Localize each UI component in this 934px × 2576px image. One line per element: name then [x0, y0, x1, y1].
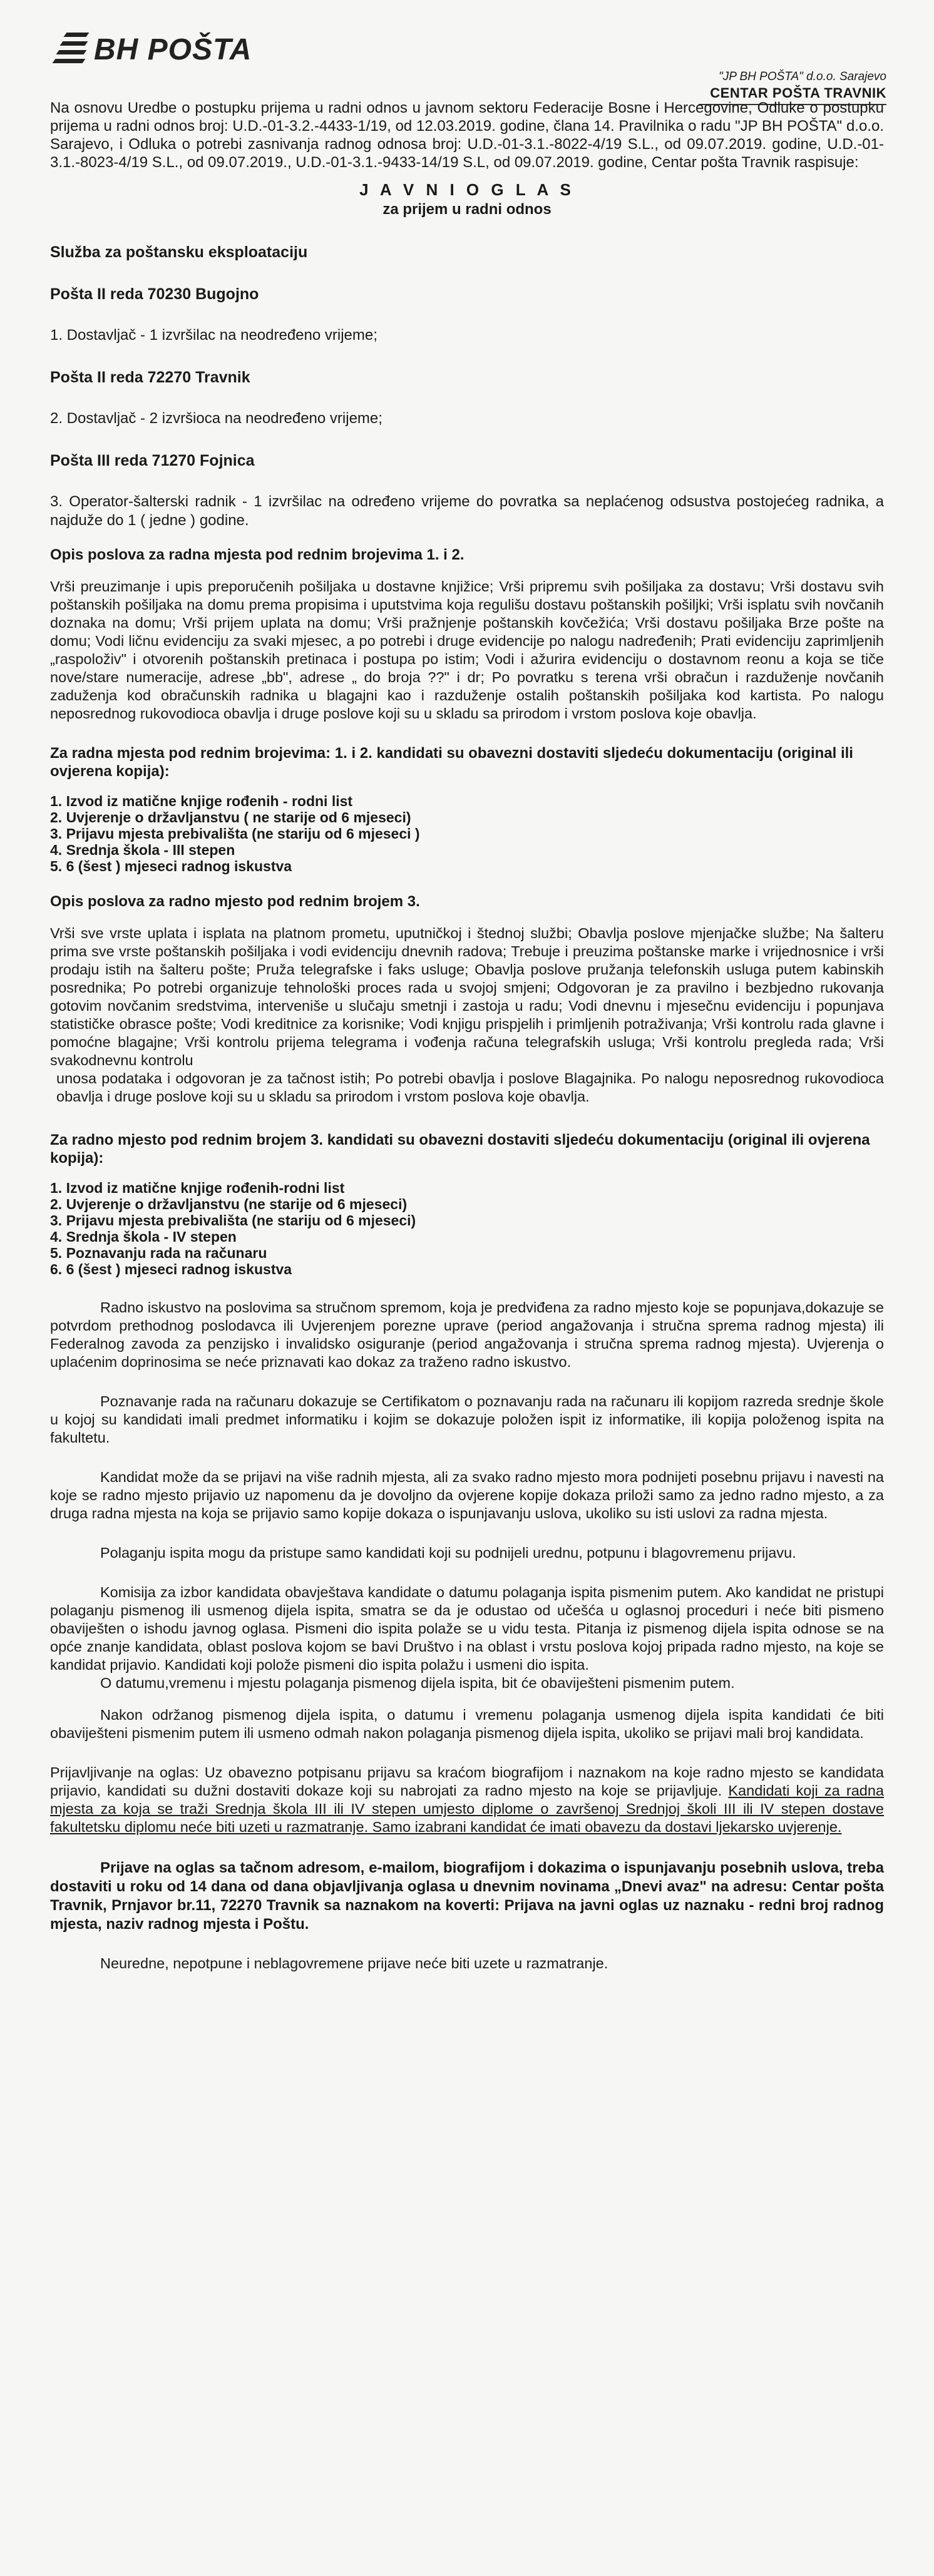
- post-name-1: Pošta II reda 70230 Bugojno: [50, 285, 259, 303]
- multiple-positions-paragraph: Kandidat može da se prijavi na više radnih mjesta, ali za svako radno mjesto mora podnijeti posebnu prijavu i navesti na koje se radno mjesto prijavio uz napomenu da je dovoljno da ovjerene kopije dokaza priloži samo za jedno radno mjesto, a za druga radna mjesta na koja se prijavio samo kopije dokaza o ispunjavanju uslova, ukoliko su isti uslovi za radna mjesta.: [50, 1469, 884, 1521]
- service-heading: Služba za poštansku eksploataciju: [50, 243, 308, 261]
- oral-exam-paragraph: Nakon održanog pismenog dijela ispita, o datumu i vremenu polaganja usmenog dijela ispita kandidati će biti obaviješteni pismenim putem ili usmeno odmah nakon polaganja pismenog dijela ispita, ukoliko se prijavi mali broj kandidata.: [50, 1707, 884, 1741]
- post-name-2: Pošta II reda 72270 Travnik: [50, 369, 250, 386]
- ad-subtitle: za prijem u radni odnos: [382, 201, 552, 218]
- job-description-1-2: Vrši preuzimanje i upis preporučenih pošiljaka u dostavne knjižice; Vrši pripremu svih pošiljaka za dostavu; Vrši dostavu svih poštanskih pošiljaka na domu prema propisima i uputstvima koja regulišu dostavu poštanskih pošiljki; Vrši isplatu svih novčanih doznaka na domu; Vrši prijem uplata na domu; Vrši pražnjenje poštanskih kovčežića; Vrši dostavu pošiljaka Brze pošte na domu; Vodi ličnu evidenciju za svaki mjesec, a po potrebi i druge evidencije po nalogu nadređenih; Prati evidenciju zaprimljenih „raspoloživ" i otvorenih poštanskih pretinaca i postupa po istim; Vodi i ažurira evidenciju o dostavnom reonu a koja se tiče nove/stare numeracije, adrese „bb", adrese „ do broja ??" i dr; Po povratku s terena vrši obračun i razduženje novčanih zaduženja kod obračunskih radnika u blagajni kao i razduženje ostalih poštanskih pošiljaka kod kartista. Po nalogu neposrednog rukovodioca obavlja i druge poslove koji su u skladu sa prirodom i vrstom poslova koje obavlja.: [50, 578, 884, 722]
- position-3: 3. Operator-šalterski radnik - 1 izvršilac na određeno vrijeme do povratka sa neplaćenog odsustva postojećeg radnika, a najduže do 1 ( jedne ) godine.: [50, 493, 884, 529]
- job-description-3-heading: Opis poslova za radno mjesto pod rednim brojem 3.: [50, 893, 420, 910]
- ad-title: J A V N I O G L A S: [359, 180, 575, 199]
- position-1: 1. Dostavljač - 1 izvršilac na neodređeno vrijeme;: [50, 327, 377, 344]
- company-name: "JP BH POŠTA" d.o.o. Sarajevo: [719, 70, 886, 83]
- application-underlined-note: Kandidati koji za radna mjesta za koja se traži Srednja škola III ili IV stepen umjesto diplome o završenoj Srednjoj školi III ili IV stepen dostave fakultetsku diplomu neće biti uzeti u razmatranje. Samo izabrani kandidat će imati obavezu da dostavi ljekarsko uvjerenje.: [50, 1782, 885, 1835]
- job-description-3-continued: unosa podataka i odgovoran je za tačnost istih; Po potrebi obavlja i poslove Blagajnika. Po nalogu neposrednog rukovodioca obavlja i druge poslove koji su u skladu sa prirodom i vrstom poslova koje obavlja.: [56, 1070, 884, 1105]
- list-item: 4. Srednja škola - III stepen: [50, 842, 235, 858]
- work-experience-paragraph: Radno iskustvo na poslovima sa stručnom spremom, koja je predviđena za radno mjesto koje se popunjava,dokazuje se potvrdom prethodnog poslodavca ili Uvjerenjem porezne uprave (period angažovanja i stručna sprema radnog mjesta) ili Federalnog zavoda za penzijsko i invalidsko osiguranje (period angažovanja i stručna sprema radnog mjesta). Uvjerenja o uplaćenim doprinosima se neće priznavati kao dokaz za traženo radno iskustvo.: [50, 1299, 884, 1370]
- list-item: 3. Prijavu mjesta prebivališta (ne stariju od 6 mjeseci ): [50, 825, 420, 842]
- requirements-1-2-heading: Za radna mjesta pod rednim brojevima: 1. i 2. kandidati su obavezni dostaviti sljedeću dokumentaciju (original ili ovjerena kopija):: [50, 745, 853, 780]
- list-item: 2. Uvjerenje o državljanstvu (ne starije od 6 mjeseci): [50, 1196, 408, 1212]
- submission-address-paragraph: Prijave na oglas sa tačnom adresom, e-mailom, biografijom i dokazima o ispunjavanju posebnih uslova, treba dostaviti u roku od 14 dana od dana objavljivanja oglasa u dnevnim novinama „Dnevi avaz" na adresu: Centar pošta Travnik, Prnjavor br.11, 72270 Travnik sa naznakom na koverti: Prijava na javni oglas uz naznaku - redni broj radnog mjesta, naziv radnog mjesta i Poštu.: [50, 1859, 884, 1933]
- job-description-3: Vrši sve vrste uplata i isplata na platnom prometu, uputničkoj i štednoj službi; Obavlja poslove mjenjačke službe; Na šalteru prima sve vrste poštanskih pošiljaka i vodi evidenciju dnevnih radova; Trebuje i preuzima poštanske marke i vrijednosnice i vrši prodaju istih na šalteru pošte; Pruža telegrafske i faks usluge; Obavlja poslove pružanja telefonskih usluga putem kabinskih posrednika; Po potrebi organizuje tehnološki proces rada u svojoj smjeni; Odgovoran je za pravilno i bezbjedno rukovanja gotovim novčanim sredstvima, interveniše u slučaju smetnji i zastoja u radu; Vodi dnevnu i mjesečnu evidenciju i popunjava statističke obrasce pošte; Vodi kreditnice za korisnike; Vodi knjigu prispjelih i primljenih potraživanja; Vrši kontrolu rada glavne i pomoćne blagajne; Vrši kontrolu prijema telegrama i vođenja računa telegrafskih usluga; Vrši kontrolu pregleda rada; Vrši svakodnevnu kontrolu: [50, 925, 884, 1068]
- center-name: CENTAR POŠTA TRAVNIK: [710, 85, 886, 101]
- list-item: 2. Uvjerenje o državljanstvu ( ne starije od 6 mjeseci): [50, 809, 411, 825]
- application-text: Prijavljivanje na oglas: Uz obavezno potpisanu prijavu sa kraćom biografijom i naznakom na koje radno mjesto se kandidata prijavio, kandidati su dužni dostaviti dokaze koji su nabrojati za radno mjesto na koje se prijavljuje.: [50, 1764, 884, 1799]
- list-item: 1. Izvod iz matične knjige rođenih - rodni list: [50, 793, 353, 809]
- logo-text: BH POŠTA: [94, 33, 252, 66]
- requirements-1-2-list: [50, 793, 884, 874]
- requirements-3-heading: Za radno mjesto pod rednim brojem 3. kandidati su obavezni dostaviti sljedeću dokumentaciju (original ili ovjerena kopija):: [50, 1132, 870, 1167]
- header: [50, 23, 886, 101]
- computer-skills-paragraph: Poznavanje rada na računaru dokazuje se Certifikatom o poznavanju rada na računaru ili kopijom razreda srednje škole u kojoj su kandidati imali predmet informatiku i kojim se dokazuje položen ispit iz informatike, ili kopija položenog ispita na fakultetu.: [50, 1393, 884, 1446]
- list-item: 1. Izvod iz matične knjige rođenih-rodni list: [50, 1180, 345, 1196]
- exam-date-paragraph: O datumu,vremenu i mjestu polaganja pismenog dijela ispita, bit će obaviješteni pismenim putem.: [100, 1675, 735, 1691]
- application-paragraph: [50, 1764, 884, 1836]
- selection-committee-paragraph: Komisija za izbor kandidata obavještava kandidate o datumu polaganja ispita pismenim putem. Ako kandidat ne pristupi polaganju pismenog ili usmenog dijela ispita, smatra se da je odustao od učešća u oglasnoj proceduri i neće biti pismeno obaviješten o ishodu javnog oglasa. Pismeni dio ispita polaže se u vidu testa. Pitanja iz pismenog dijela ispita odnose se na opće znanje kandidata, oblast poslova kojom se bavi Društvo i na oblast i vrstu poslova kojoj pripada radno mjesto, na koje se kandidat prijavio. Kandidati koji polože pismeni dio ispita polažu i usmeni dio ispita.: [50, 1584, 884, 1673]
- list-item: 3. Prijavu mjesta prebivališta (ne stariju od 6 mjeseci): [50, 1212, 416, 1229]
- job-description-1-2-heading: Opis poslova za radna mjesta pod rednim brojevima 1. i 2.: [50, 546, 464, 563]
- list-item: 5. Poznavanju rada na računaru: [50, 1245, 267, 1261]
- bh-posta-logo: [51, 29, 252, 70]
- post-name-3: Pošta III reda 71270 Fojnica: [50, 452, 255, 469]
- incomplete-applications-note: Neuredne, nepotpune i neblagovremene prijave neće biti uzete u razmatranje.: [100, 1955, 608, 1971]
- intro-paragraph: Na osnovu Uredbe o postupku prijema u radni odnos u javnom sektoru Federacije Bosne i Hercegovine, Odluke o postupku prijema u radni odnos broj: U.D.-01-3.2.-4433-1/19, od 12.03.2019. godine, člana 14. Pravilnika o radu "JP BH POŠTA" d.o.o. Sarajevo, i Odluka o potrebi zasnivanja radnog odnosa broj: U.D.-01-3.1.-8022-4/19 S.L., od 09.07.2019. godine, U.D.-01-3.1.-8023-4/19 S.L., od 09.07.2019., U.D.-01-3.1.-9433-14/19 S.L, od 09.07.2019. godine, Centar pošta Travnik raspisuje:: [50, 100, 884, 171]
- requirements-3-list: [50, 1180, 884, 1277]
- list-item: 4. Srednja škola - IV stepen: [50, 1229, 237, 1245]
- position-2: 2. Dostavljač - 2 izvršioca na neodređeno vrijeme;: [50, 410, 382, 427]
- exam-eligibility-paragraph: Polaganju ispita mogu da pristupe samo kandidati koji su podnijeli urednu, potpunu i blagovremenu prijavu.: [100, 1545, 796, 1561]
- list-item: 6. 6 (šest ) mjeseci radnog iskustva: [50, 1261, 292, 1277]
- logo-stripes-icon: [51, 29, 89, 70]
- list-item: 5. 6 (šest ) mjeseci radnog iskustva: [50, 858, 292, 874]
